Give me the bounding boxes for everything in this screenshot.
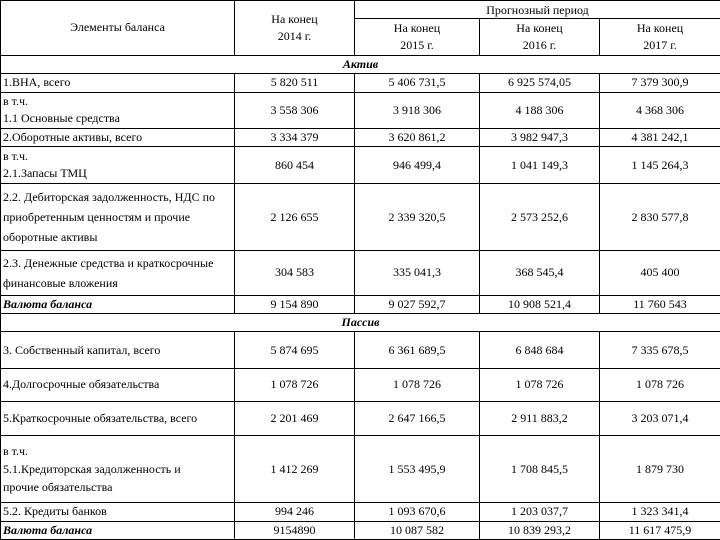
cell-2014: 3 334 379	[235, 129, 355, 147]
cell-2015: 3 918 306	[355, 92, 480, 129]
cell-2017: 3 203 071,4	[600, 401, 720, 436]
cell-2016: 1 708 845,5	[480, 436, 600, 503]
row-label: 2.Оборотные активы, всего	[1, 129, 235, 147]
row-label: 5.2. Кредиты банков	[1, 503, 235, 521]
header-2017: На конец 2017 г.	[600, 19, 720, 56]
cell-2015: 10 087 582	[355, 521, 480, 539]
cell-2015: 5 406 731,5	[355, 74, 480, 92]
row-label: 3. Собственный капитал, всего	[1, 332, 235, 369]
cell-2016: 1 078 726	[480, 369, 600, 402]
row-label: 2.3. Денежные средства и краткосрочные финансовые вложения	[1, 251, 235, 296]
cell-2017: 4 381 242,1	[600, 129, 720, 147]
table-row	[1, 92, 720, 129]
table-row	[1, 129, 720, 147]
header-2014: На конец 2014 г.	[235, 1, 355, 56]
cell-2014: 5 820 511	[235, 74, 355, 92]
cell-2016: 1 041 149,3	[480, 147, 600, 184]
cell-2017: 7 379 300,9	[600, 74, 720, 92]
table-row-total	[1, 521, 720, 539]
section-assets-row	[1, 55, 720, 73]
row-label: 1.ВНА, всего	[1, 74, 235, 92]
cell-2014: 2 126 655	[235, 184, 355, 251]
header-2016: На конец 2016 г.	[480, 19, 600, 56]
cell-2016: 10 908 521,4	[480, 295, 600, 313]
cell-2014: 3 558 306	[235, 92, 355, 129]
row-label: в т.ч. 5.1.Кредиторская задолженность и прочие обязательства	[1, 436, 235, 503]
cell-2015: 1 553 495,9	[355, 436, 480, 503]
cell-2014: 304 583	[235, 251, 355, 296]
cell-2014: 1 078 726	[235, 369, 355, 402]
cell-2015: 1 093 670,6	[355, 503, 480, 521]
table-row	[1, 147, 720, 184]
row-label: Валюта баланса	[1, 295, 235, 313]
cell-2016: 3 982 947,3	[480, 129, 600, 147]
header-forecast: Прогнозный период	[355, 1, 720, 19]
table-row	[1, 436, 720, 503]
cell-2017: 405 400	[600, 251, 720, 296]
row-label: в т.ч. 1.1 Основные средства	[1, 92, 235, 129]
cell-2017: 1 078 726	[600, 369, 720, 402]
cell-2017: 1 323 341,4	[600, 503, 720, 521]
table-row	[1, 74, 720, 92]
header-row-1	[1, 1, 720, 19]
cell-2014: 1 412 269	[235, 436, 355, 503]
row-label: 5.Краткосрочные обязательства, всего	[1, 401, 235, 436]
table-row	[1, 251, 720, 296]
cell-2017: 2 830 577,8	[600, 184, 720, 251]
row-label: в т.ч. 2.1.Запасы ТМЦ	[1, 147, 235, 184]
section-assets: Актив	[1, 55, 720, 73]
cell-2015: 335 041,3	[355, 251, 480, 296]
cell-2015: 2 647 166,5	[355, 401, 480, 436]
cell-2016: 2 573 252,6	[480, 184, 600, 251]
cell-2014: 2 201 469	[235, 401, 355, 436]
cell-2016: 1 203 037,7	[480, 503, 600, 521]
cell-2014: 994 246	[235, 503, 355, 521]
table-row-total	[1, 295, 720, 313]
cell-2016: 2 911 883,2	[480, 401, 600, 436]
table-row	[1, 184, 720, 251]
row-label: 4.Долгосрочные обязательства	[1, 369, 235, 402]
cell-2014: 860 454	[235, 147, 355, 184]
cell-2014: 5 874 695	[235, 332, 355, 369]
table-row	[1, 503, 720, 521]
cell-2016: 368 545,4	[480, 251, 600, 296]
cell-2015: 3 620 861,2	[355, 129, 480, 147]
section-liabilities-row	[1, 314, 720, 332]
cell-2017: 1 145 264,3	[600, 147, 720, 184]
cell-2015: 1 078 726	[355, 369, 480, 402]
header-elements: Элементы баланса	[1, 1, 235, 56]
cell-2017: 11 617 475,9	[600, 521, 720, 539]
cell-2016: 6 925 574,05	[480, 74, 600, 92]
table-row	[1, 401, 720, 436]
cell-2016: 10 839 293,2	[480, 521, 600, 539]
cell-2017: 7 335 678,5	[600, 332, 720, 369]
cell-2014: 9 154 890	[235, 295, 355, 313]
cell-2017: 11 760 543	[600, 295, 720, 313]
row-label: 2.2. Дебиторская задолженность, НДС по приобретенным ценностям и прочие оборотные активы	[1, 184, 235, 251]
cell-2014: 9154890	[235, 521, 355, 539]
cell-2016: 6 848 684	[480, 332, 600, 369]
cell-2015: 946 499,4	[355, 147, 480, 184]
cell-2016: 4 188 306	[480, 92, 600, 129]
cell-2017: 1 879 730	[600, 436, 720, 503]
table-row	[1, 332, 720, 369]
section-liabilities: Пассив	[1, 314, 720, 332]
table-row	[1, 369, 720, 402]
cell-2015: 2 339 320,5	[355, 184, 480, 251]
cell-2015: 9 027 592,7	[355, 295, 480, 313]
row-label: Валюта баланса	[1, 521, 235, 539]
cell-2015: 6 361 689,5	[355, 332, 480, 369]
cell-2017: 4 368 306	[600, 92, 720, 129]
header-2015: На конец 2015 г.	[355, 19, 480, 56]
